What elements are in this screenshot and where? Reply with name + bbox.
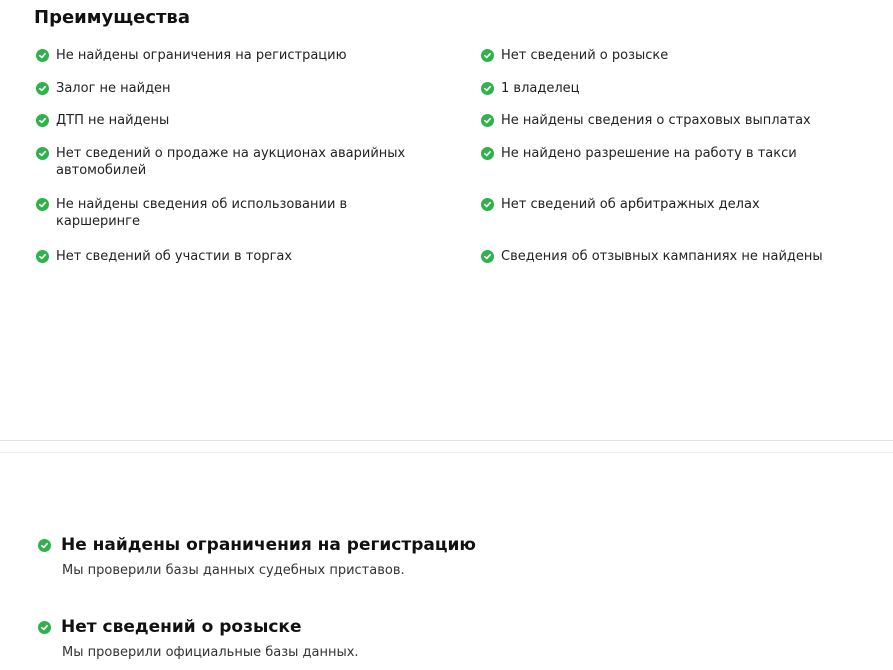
advantage-label: Не найдены сведения о страховых выплатах [501,113,811,128]
advantage-label: Залог не найден [56,81,171,96]
detail-description: Мы проверили официальные базы данных. [62,645,359,660]
detail-title: Не найдены ограничения на регистрацию [61,535,476,555]
advantage-item [36,47,347,64]
advantage-item [481,196,760,213]
detail-header [38,534,476,556]
advantage-label: Нет сведений об участии в торгах [56,249,293,264]
check-circle-icon [36,250,49,263]
advantage-item [36,112,169,129]
check-circle-icon [36,198,49,211]
advantage-item [481,47,668,64]
advantage-item [481,145,797,162]
check-circle-icon [38,539,51,552]
advantage-label: Сведения об отзывных кампаниях не найдены [501,249,823,264]
check-circle-icon [36,114,49,127]
advantage-label: Нет сведений о розыске [501,48,669,63]
check-circle-icon [481,147,494,160]
detail-section [38,616,359,661]
detail-section [38,534,476,579]
advantage-label: Не найдены ограничения на регистрацию [56,48,347,63]
check-circle-icon [36,82,49,95]
check-circle-icon [481,82,494,95]
advantages-title: Преимущества [34,7,190,28]
advantage-item [36,145,466,179]
detail-description: Мы проверили базы данных судебных приставов. [62,563,405,578]
check-circle-icon [481,198,494,211]
check-circle-icon [36,147,49,160]
section-divider [0,440,893,441]
detail-header [38,616,359,638]
advantage-item [36,80,171,97]
advantage-label: ДТП не найдены [56,113,170,128]
advantage-item [481,248,823,265]
advantage-label: Не найдено разрешение на работу в такси [501,146,797,161]
advantage-item [481,112,811,129]
check-circle-icon [38,621,51,634]
check-circle-icon [481,49,494,62]
advantage-label: 1 владелец [501,81,580,96]
advantage-item [36,248,292,265]
check-circle-icon [481,250,494,263]
advantage-item [481,80,579,97]
advantage-label: Нет сведений об арбитражных делах [501,197,760,212]
check-circle-icon [481,114,494,127]
advantage-label: Нет сведений о продаже на аукционах аварийных автомобилей [56,146,406,178]
advantage-item [36,196,376,230]
advantage-label: Не найдены сведения об использовании в каршеринге [56,197,348,229]
check-circle-icon [36,49,49,62]
detail-title: Нет сведений о розыске [61,617,302,637]
section-divider [0,452,893,453]
